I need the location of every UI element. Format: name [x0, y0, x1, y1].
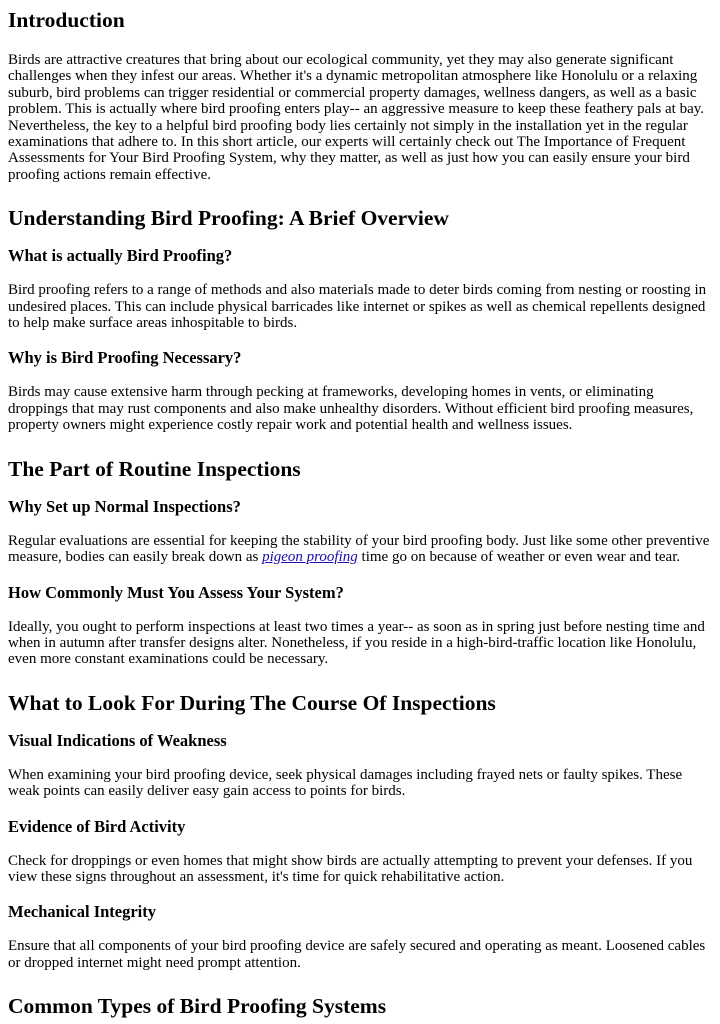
paragraph-mechanical-integrity: Ensure that all components of your bird proofing device are safely secured and operating as meant. Loosened cables or dropped internet might need prompt attention.: [8, 938, 706, 971]
heading-common-types: Common Types of Bird Proofing Systems: [8, 994, 387, 1019]
subheading-mechanical-integrity: Mechanical Integrity: [8, 902, 157, 922]
paragraph-how-commonly-assess: Ideally, you ought to perform inspections at least two times a year-- as soon as in spring just before nesting time and when in autumn after transfer designs alter. Nonetheless, if you reside in a high-bird-traffic location like Honolulu, even more constant examinations could be necessary.: [8, 618, 705, 668]
heading-understanding-bird-proofing: Understanding Bird Proofing: A Brief Overview: [8, 206, 449, 231]
subheading-why-set-up-inspections: Why Set up Normal Inspections?: [8, 496, 241, 516]
article: [0, 7, 720, 1019]
paragraph-introduction: Birds are attractive creatures that bring about our ecological community, yet they may also generate significant challenges when they infest our areas. Whether it's a dynamic metropolitan atmosphere like Honolulu or a relaxing suburb, bird problems can trigger residential or commercial property damages, wellness dangers, as well as a basic problem. This is actually where bird proofing enters play-- an aggressive measure to keep these feathery pals at bay. Nevertheless, the key to a helpful bird proofing body lies certainly not simply in the installation yet in the regular examinations that adhere to. In this short article, our experts will certainly check out The Importance of Frequent Assessments for Your Bird Proofing System, why they matter, as well as just how you can easily ensure your bird proofing actions remain effective.: [8, 52, 705, 183]
paragraph-what-is-bird-proofing: Bird proofing refers to a range of methods and also materials made to deter birds coming from nesting or roosting in undesired places. This can include physical barricades like internet or spikes as well as chemical repellents designed to help make surface areas inhospitable to birds.: [8, 282, 707, 332]
paragraph-text: Regular evaluations are essential for keeping the stability of your bird proofing body. Just like some other preventive measure, bodies can easily break down as: [8, 532, 710, 566]
subheading-what-is-bird-proofing: What is actually Bird Proofing?: [8, 246, 233, 266]
subheading-why-necessary: Why is Bird Proofing Necessary?: [8, 348, 242, 368]
heading-routine-inspections: The Part of Routine Inspections: [8, 456, 301, 481]
heading-what-to-look-for: What to Look For During The Course Of Inspections: [8, 690, 496, 715]
subheading-how-commonly-assess: How Commonly Must You Assess Your System?: [8, 582, 344, 602]
paragraph-text: time go on because of weather or even wear and tear.: [357, 549, 681, 566]
paragraph-why-set-up-inspections: [8, 533, 712, 566]
paragraph-visual-indications: When examining your bird proofing device, seek physical damages including frayed nets or faulty spikes. These weak points can easily deliver easy gain access to points for birds.: [8, 766, 683, 800]
heading-introduction: Introduction: [8, 8, 125, 32]
paragraph-evidence-bird-activity: Check for droppings or even homes that might show birds are actually attempting to prevent your defenses. If you view these signs throughout an assessment, it's time for quick rehabilitative action.: [8, 852, 693, 885]
pigeon-proofing-link[interactable]: pigeon proofing: [262, 549, 358, 566]
subheading-evidence-bird-activity: Evidence of Bird Activity: [8, 816, 186, 836]
subheading-visual-indications: Visual Indications of Weakness: [8, 730, 227, 750]
paragraph-why-necessary: Birds may cause extensive harm through pecking at frameworks, developing homes in vents, or eliminating droppings that may rust components and also make unhealthy disorders. Without efficient bird proofing measures, property owners might experience costly repair work and potential health and wellness issues.: [8, 384, 694, 434]
